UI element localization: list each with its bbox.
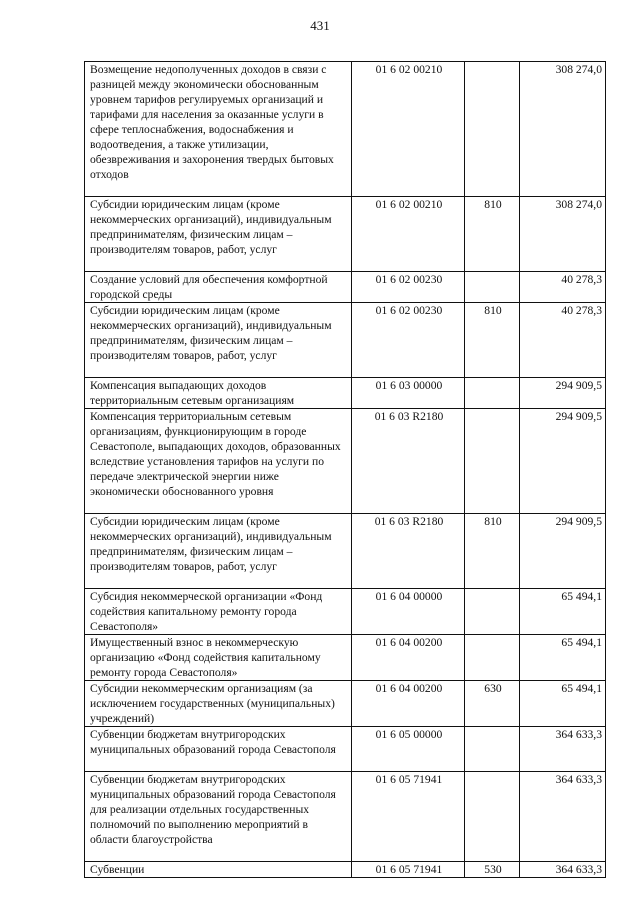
- table-row: [85, 62, 606, 197]
- row-code: 01 6 04 00000: [352, 589, 465, 635]
- row-amount: 65 494,1: [520, 635, 606, 681]
- row-type: 810: [465, 197, 520, 272]
- row-type: [465, 409, 520, 514]
- row-amount: 65 494,1: [520, 681, 606, 727]
- row-amount: 40 278,3: [520, 272, 606, 303]
- row-type: [465, 62, 520, 197]
- row-code: 01 6 03 00000: [352, 378, 465, 409]
- row-name: Субсидия некоммерческой организации «Фонд содействия капитальному ремонту города Севастополя»: [85, 589, 352, 635]
- table-row: [85, 514, 606, 589]
- table-row: [85, 862, 606, 878]
- row-code: 01 6 02 00230: [352, 272, 465, 303]
- row-name: Субсидии юридическим лицам (кроме некоммерческих организаций), индивидуальным предпринимателям, физическим лицам – производителям товаров, работ, услуг: [85, 303, 352, 378]
- row-code: 01 6 05 71941: [352, 772, 465, 862]
- table-row: [85, 681, 606, 727]
- row-name: Субсидии некоммерческим организациям (за исключением государственных (муниципальных) учреждений): [85, 681, 352, 727]
- table-row: [85, 727, 606, 772]
- row-code: 01 6 02 00210: [352, 62, 465, 197]
- row-type: [465, 772, 520, 862]
- row-name: Субсидии юридическим лицам (кроме некоммерческих организаций), индивидуальным предпринимателям, физическим лицам – производителям товаров, работ, услуг: [85, 197, 352, 272]
- row-name: Компенсация территориальным сетевым организациям, функционирующим в городе Севастополе, выпадающих доходов, образованных вследствие установления тарифов на услуги по передаче электрической энергии ниже экономически обоснованного уровня: [85, 409, 352, 514]
- row-type: 810: [465, 514, 520, 589]
- row-name: Создание условий для обеспечения комфортной городской среды: [85, 272, 352, 303]
- row-type: [465, 272, 520, 303]
- row-amount: 40 278,3: [520, 303, 606, 378]
- table-row: [85, 409, 606, 514]
- row-name: Компенсация выпадающих доходов территориальным сетевым организациям: [85, 378, 352, 409]
- table-row: [85, 635, 606, 681]
- row-amount: 294 909,5: [520, 409, 606, 514]
- table-row: [85, 589, 606, 635]
- row-type: [465, 378, 520, 409]
- row-code: 01 6 03 R2180: [352, 514, 465, 589]
- row-type: 810: [465, 303, 520, 378]
- row-amount: 308 274,0: [520, 197, 606, 272]
- row-code: 01 6 04 00200: [352, 635, 465, 681]
- row-code: 01 6 05 00000: [352, 727, 465, 772]
- row-type: [465, 635, 520, 681]
- row-name: Субвенции: [85, 862, 352, 878]
- row-amount: 308 274,0: [520, 62, 606, 197]
- row-type: 530: [465, 862, 520, 878]
- row-amount: 294 909,5: [520, 378, 606, 409]
- row-amount: 65 494,1: [520, 589, 606, 635]
- row-code: 01 6 02 00230: [352, 303, 465, 378]
- row-type: [465, 727, 520, 772]
- budget-table: [84, 61, 606, 878]
- table-row: [85, 772, 606, 862]
- page-number: 431: [310, 18, 330, 33]
- table-row: [85, 303, 606, 378]
- row-code: 01 6 03 R2180: [352, 409, 465, 514]
- table-row: [85, 378, 606, 409]
- row-code: 01 6 02 00210: [352, 197, 465, 272]
- row-amount: 364 633,3: [520, 862, 606, 878]
- table-row: [85, 197, 606, 272]
- row-amount: 294 909,5: [520, 514, 606, 589]
- row-code: 01 6 05 71941: [352, 862, 465, 878]
- row-type: [465, 589, 520, 635]
- row-name: Возмещение недополученных доходов в связи с разницей между экономически обоснованным уровнем тарифов регулируемых организаций и тарифами для населения за оказанные услуги в сфере теплоснабжения, водоснабжения и водоотведения, а также утилизации, обезвреживания и захоронения твердых бытовых отходов: [85, 62, 352, 197]
- table-row: [85, 272, 606, 303]
- row-code: 01 6 04 00200: [352, 681, 465, 727]
- row-name: Субвенции бюджетам внутригородских муниципальных образований города Севастополя для реализации отдельных государственных полномочий по выполнению мероприятий в области благоустройства: [85, 772, 352, 862]
- row-name: Имущественный взнос в некоммерческую организацию «Фонд содействия капитальному ремонту города Севастополя»: [85, 635, 352, 681]
- row-amount: 364 633,3: [520, 727, 606, 772]
- row-amount: 364 633,3: [520, 772, 606, 862]
- row-type: 630: [465, 681, 520, 727]
- row-name: Субвенции бюджетам внутригородских муниципальных образований города Севастополя: [85, 727, 352, 772]
- row-name: Субсидии юридическим лицам (кроме некоммерческих организаций), индивидуальным предпринимателям, физическим лицам – производителям товаров, работ, услуг: [85, 514, 352, 589]
